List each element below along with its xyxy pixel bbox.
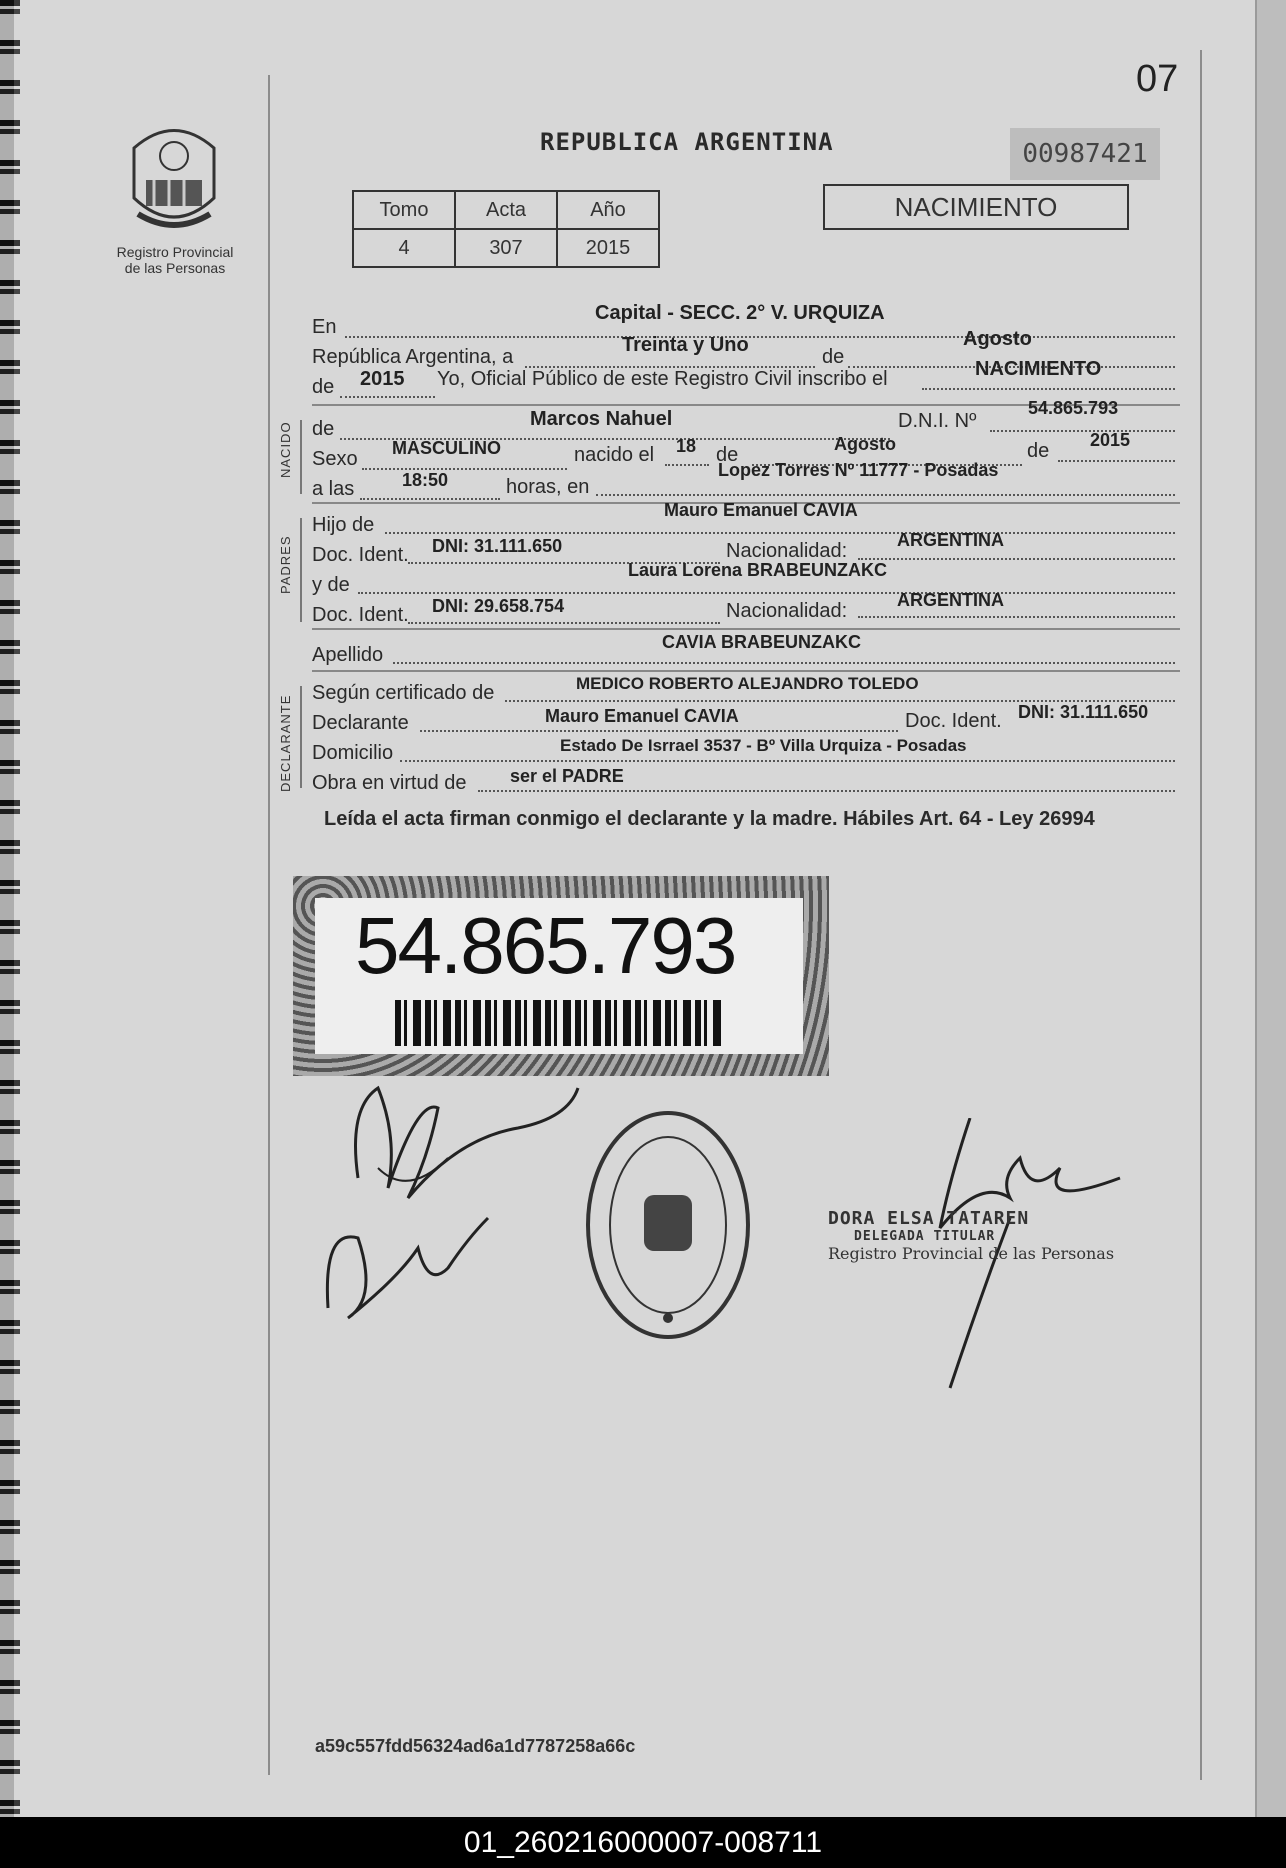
madre-doc-label: Doc. Ident. — [312, 604, 409, 626]
tomo-value: 4 — [353, 229, 455, 267]
record-type-box: NACIMIENTO — [823, 184, 1129, 230]
en-label: En — [312, 316, 337, 338]
id-sticker-number: 54.865.793 — [355, 901, 736, 990]
declarante-doc-label: Doc. Ident. — [905, 710, 1002, 732]
madre-nac-label: Nacionalidad: — [726, 600, 848, 622]
anio-header: Año — [557, 191, 659, 229]
nacido-el-label: nacido el — [574, 444, 655, 466]
sexo-value: MASCULINO — [392, 438, 501, 458]
madre-nac: ARGENTINA — [897, 590, 1004, 610]
registry-label — [100, 244, 250, 276]
lugar-value: Lopez Torres Nº 11777 - Posadas — [718, 460, 999, 480]
official-role: DELEGADA TITULAR — [854, 1229, 996, 1244]
declarante-label: Declarante — [312, 712, 409, 734]
official-name: DORA ELSA TATAREN — [828, 1208, 1030, 1229]
hijo-de-label: Hijo de — [312, 514, 375, 536]
section-divider — [312, 628, 1180, 630]
dotted-line — [345, 336, 1175, 338]
barcode — [395, 1000, 725, 1046]
oficial-text: Yo, Oficial Público de este Registro Civil inscribo el — [437, 368, 888, 390]
declarante-value: Mauro Emanuel CAVIA — [545, 706, 739, 726]
official-org: Registro Provincial de las Personas — [828, 1244, 1115, 1263]
nacido-bracket — [300, 420, 302, 494]
domicilio-label: Domicilio — [312, 742, 394, 764]
anio-value: 2015 — [360, 368, 405, 390]
dotted-line — [596, 494, 1175, 496]
id-number-sticker — [293, 876, 829, 1076]
record-table — [352, 190, 660, 268]
dotted-line — [665, 464, 709, 466]
certificado-label: Según certificado de — [312, 682, 495, 704]
nombre-label: de — [312, 418, 335, 440]
declarante-section-label: DECLARANTE — [278, 694, 293, 792]
padres-section-label: PADRES — [278, 535, 293, 594]
registry-seal — [578, 1100, 758, 1350]
dotted-line — [385, 532, 1175, 534]
closing-text: Leída el acta firman conmigo el declarante y la madre. Hábiles Art. 64 - Ley 26994 — [324, 808, 1095, 830]
hora-value: 18:50 — [402, 470, 449, 490]
de-label: de — [822, 346, 845, 368]
document-hash: a59c557fdd56324ad6a1d7787258a66c — [315, 1736, 636, 1756]
dni-value: 54.865.793 — [1028, 398, 1119, 418]
padre-doc-label: Doc. Ident. — [312, 544, 409, 566]
serial-number: 00987421 — [1010, 128, 1160, 180]
registry-label-line1: Registro Provincial — [116, 244, 234, 260]
madre-nombre: Laura Lorena BRABEUNZAKC — [628, 560, 888, 580]
left-margin-rule — [268, 75, 270, 1775]
id-sticker-label — [315, 898, 803, 1054]
en-value: Capital - SECC. 2° V. URQUIZA — [595, 302, 885, 324]
padre-nac-label: Nacionalidad: — [726, 540, 848, 562]
official-stamp — [828, 1208, 1114, 1263]
page-number: 07 — [1136, 58, 1179, 100]
scan-edge-artifact — [0, 0, 20, 1817]
apellido-label: Apellido — [312, 644, 384, 666]
tipo-value: NACIMIENTO — [975, 358, 1102, 380]
dotted-line — [400, 760, 1175, 762]
declarante-doc-value: DNI: 31.111.650 — [1018, 702, 1149, 722]
dotted-line — [420, 730, 898, 732]
nacido-mes-value: Agosto — [834, 434, 896, 454]
padre-doc: DNI: 31.111.650 — [432, 536, 563, 556]
padre-nac: ARGENTINA — [897, 530, 1004, 550]
dotted-line — [990, 430, 1175, 432]
hora-label: a las — [312, 478, 355, 500]
republica-label: República Argentina, a — [312, 346, 514, 368]
dotted-line — [360, 498, 500, 500]
document-title: REPUBLICA ARGENTINA — [540, 128, 834, 156]
mes-value: Agosto — [963, 328, 1032, 350]
dotted-line — [362, 468, 567, 470]
dotted-line — [858, 616, 1175, 618]
declarante-bracket — [300, 686, 302, 788]
dotted-line — [393, 662, 1175, 664]
dotted-line — [1058, 460, 1175, 462]
nacido-de-label-2: de — [1027, 440, 1050, 462]
padre-nombre: Mauro Emanuel CAVIA — [664, 500, 858, 520]
domicilio-value: Estado De Isrrael 3537 - Bº Villa Urquiza - Posadas — [560, 736, 967, 755]
paper-edge-strip — [1255, 0, 1286, 1817]
registry-label-line2: de las Personas — [124, 260, 226, 276]
dni-label: D.N.I. Nº — [898, 410, 977, 432]
anio-label: de — [312, 376, 335, 398]
misiones-coat-of-arms-logo — [124, 118, 224, 238]
horas-en-label: horas, en — [506, 476, 590, 498]
declarant-signature — [318, 1048, 598, 1328]
nacido-dia-value: 18 — [676, 436, 697, 456]
dotted-line — [478, 790, 1175, 792]
dotted-line — [408, 622, 720, 624]
acta-value: 307 — [455, 229, 557, 267]
obra-label: Obra en virtud de — [312, 772, 467, 794]
anio-value: 2015 — [557, 229, 659, 267]
nacido-section-label: NACIDO — [278, 421, 293, 478]
certificado-value: MEDICO ROBERTO ALEJANDRO TOLEDO — [576, 674, 919, 693]
sexo-label: Sexo — [312, 448, 358, 470]
madre-doc: DNI: 29.658.754 — [432, 596, 565, 616]
obra-value: ser el PADRE — [510, 766, 624, 786]
nacido-de-label: de — [716, 444, 739, 466]
dotted-line — [358, 592, 1175, 594]
right-margin-rule — [1200, 50, 1202, 1780]
dotted-line — [922, 388, 1175, 390]
dotted-line — [858, 558, 1175, 560]
dia-value: Treinta y Uno — [622, 334, 749, 356]
tomo-header: Tomo — [353, 191, 455, 229]
padres-bracket — [300, 518, 302, 622]
scan-footer-id: 01_260216000007-008711 — [0, 1817, 1286, 1868]
acta-header: Acta — [455, 191, 557, 229]
dotted-line — [340, 396, 435, 398]
nombre-value: Marcos Nahuel — [530, 408, 673, 430]
nacido-anio-value: 2015 — [1090, 430, 1131, 450]
y-de-label: y de — [312, 574, 350, 596]
apellido-value: CAVIA BRABEUNZAKC — [662, 632, 861, 652]
section-divider — [312, 670, 1180, 672]
